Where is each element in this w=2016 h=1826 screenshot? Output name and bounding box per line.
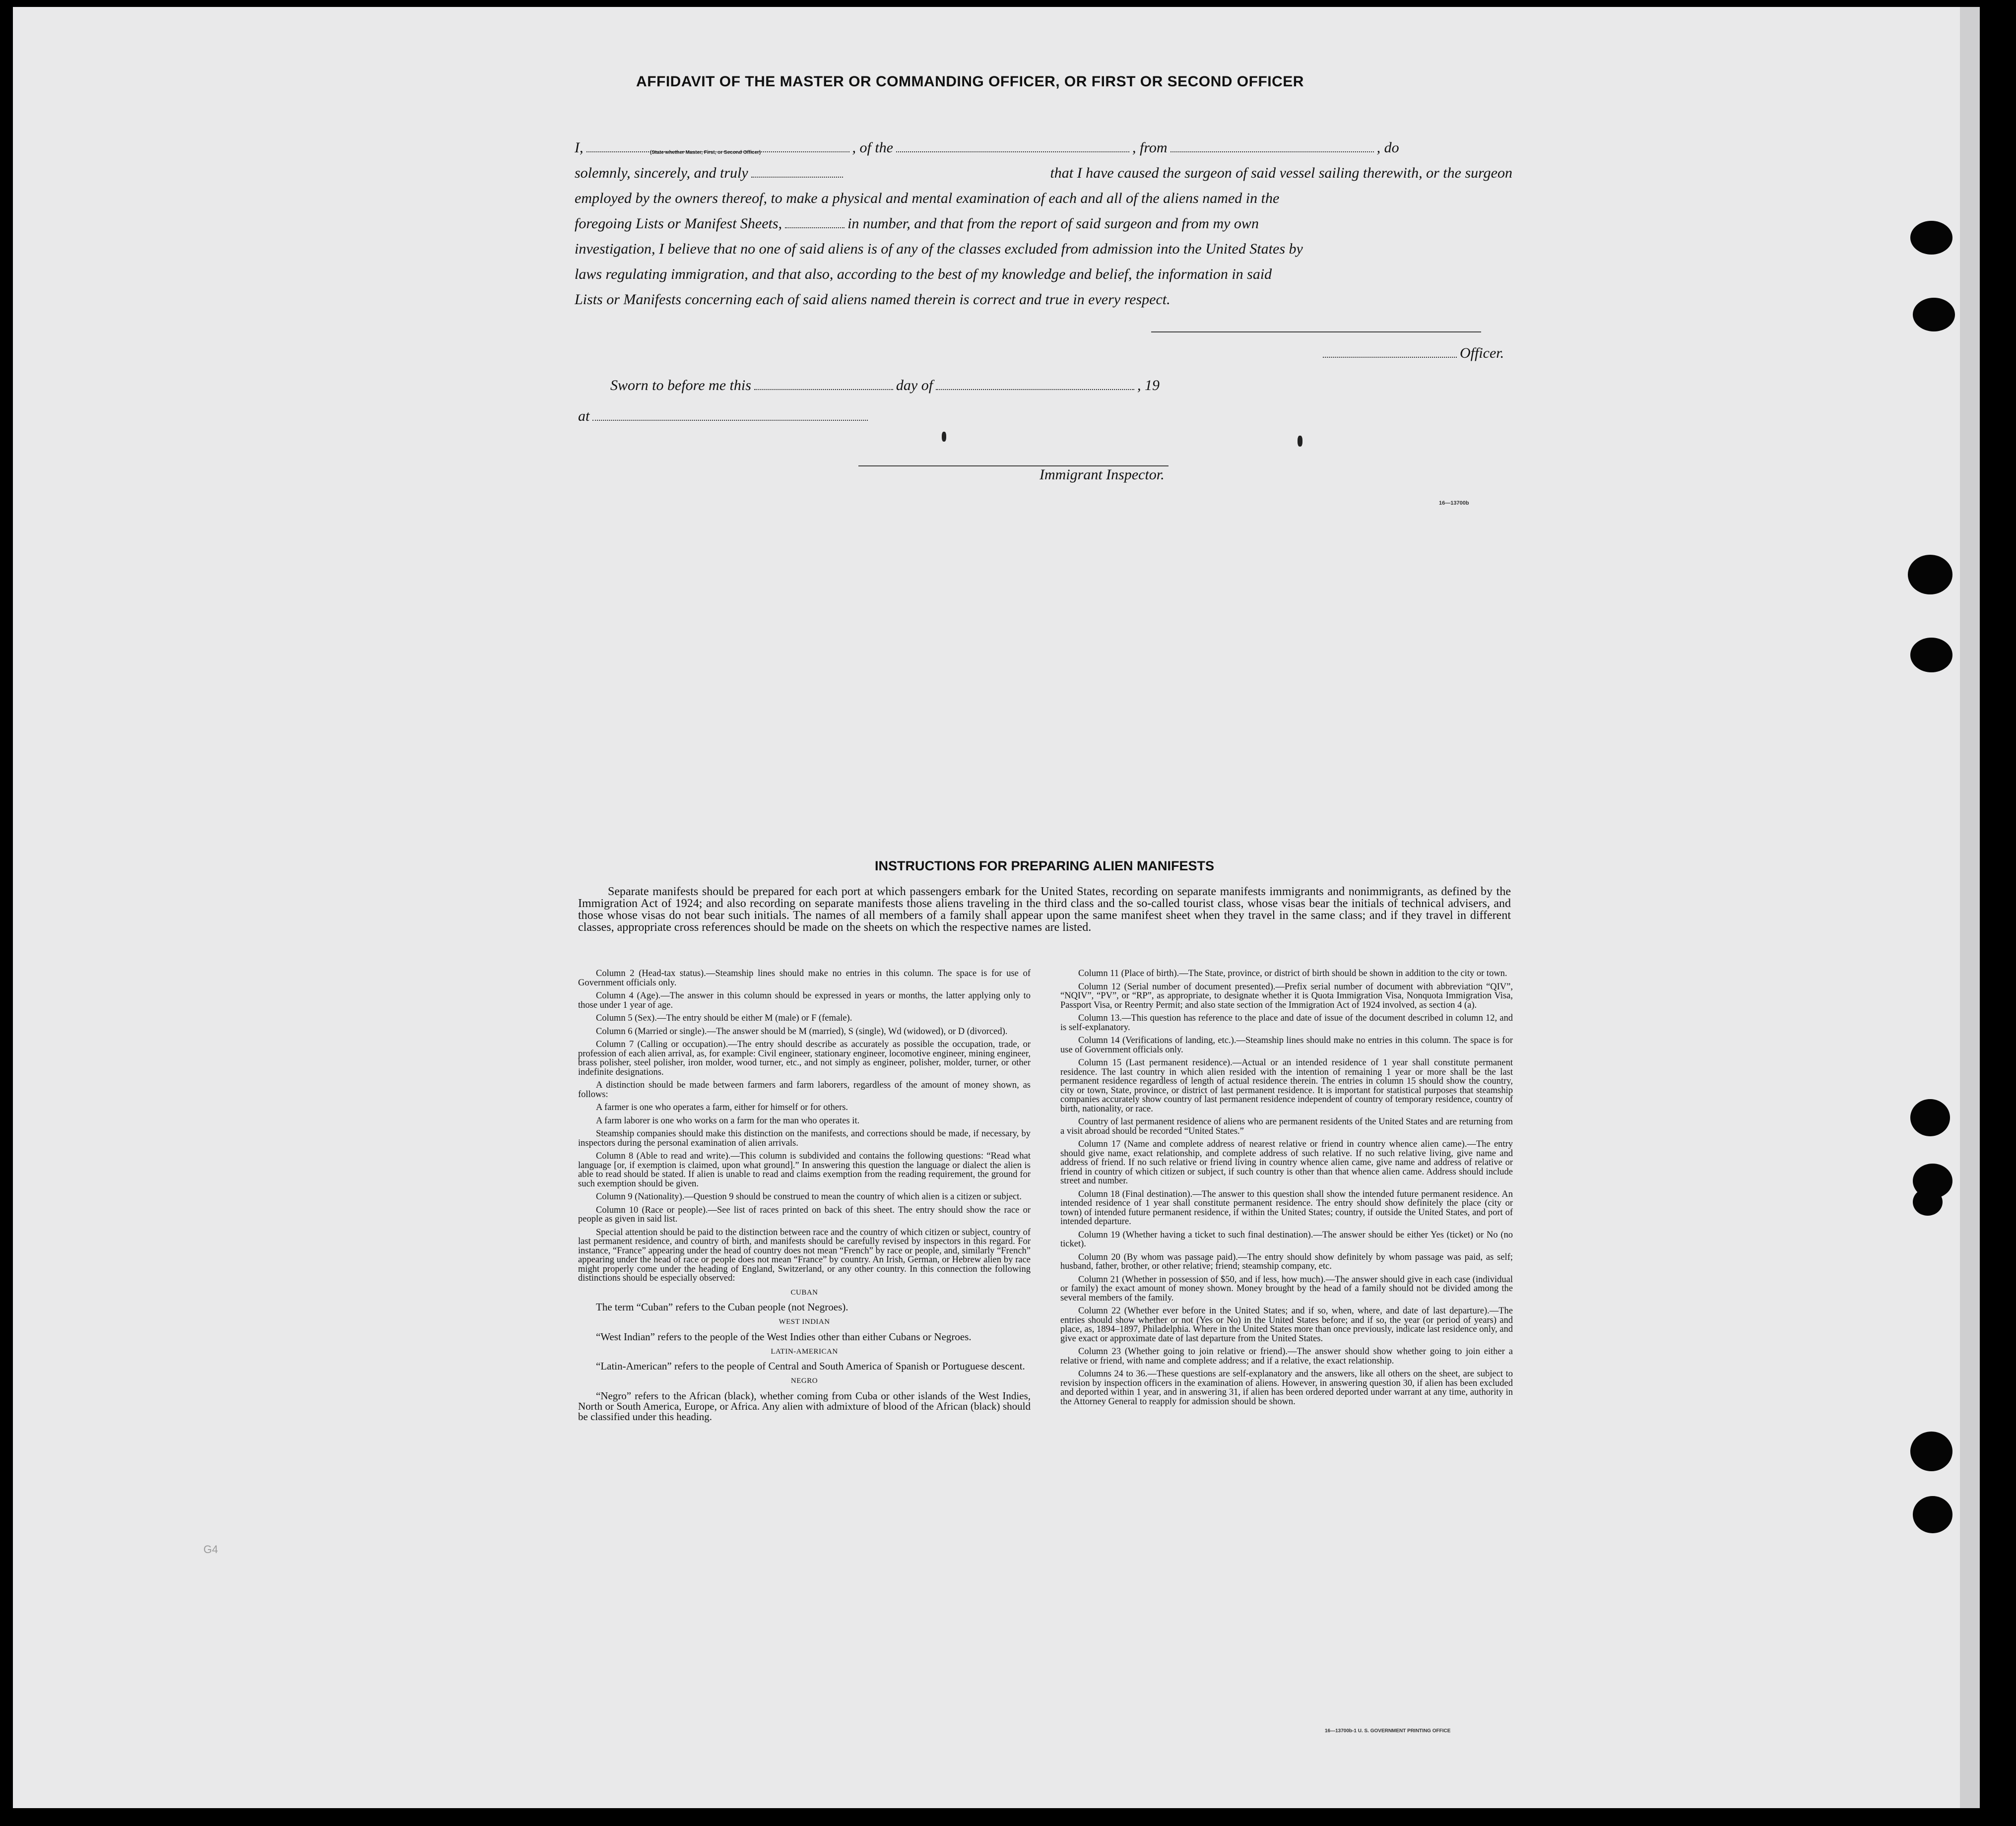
- instruction-column-19: Column 19 (Whether having a ticket to such final destination).—The answer should be either Yes (ticket) or No (no ticket).: [1060, 1230, 1513, 1249]
- sworn-label: Sworn to before me this: [610, 377, 751, 393]
- oath-line: [751, 176, 843, 178]
- vessel-line: [896, 151, 1129, 152]
- instruction-column-6: Column 6 (Married or single).—The answer should be M (married), S (single), Wd (widowed), or D (divorced).: [596, 1026, 1008, 1037]
- instruction-column-8: Column 8 (Able to read and write).—This column is subdivided and contains the following questions: “Read what language [or, if exemption is claimed, upon what ground].” In answering this question the language or dialect the alien is able to read should be stated. If alien is unable to read and claims exemption from the reading requirement, the ground for such exemption should be given.: [578, 1151, 1031, 1189]
- affidavit-solemnly: solemnly, sincerely, and truly: [575, 165, 748, 181]
- ink-mark: [1298, 436, 1302, 447]
- officer-signature: [1320, 345, 1504, 362]
- instruction-column-17: Column 17 (Name and complete address of nearest relative or friend in country whence alien came).—The entry should give name, exact relationship, and complete address of such relative. If no such relative living, give name and address of friend. If no such relative or friend living in country whence alien came, give name and address of relative or friend in country of which citizen or subject, if such country is other than that whence alien came. Address should include street and number.: [1060, 1139, 1513, 1186]
- instruction-column-12: Column 12 (Serial number of document presented).—Prefix serial number of document with abbreviation “QIV”, “NQIV”, “PV”, or “RP”, as appropriate, to designate whether it is Quota Immigration Visa, Nonquota Immigration Visa, Passport Visa, or Reentry Permit; and also state section of the Immigration Act of 1924 involved, as section 4 (a).: [1060, 981, 1513, 1010]
- instruction-farmer: A farmer is one who operates a farm, either for himself or for others.: [596, 1103, 848, 1112]
- cuban-heading: CUBAN: [790, 1288, 818, 1297]
- instruction-column-15: Column 15 (Last permanent residence).—Actual or an intended residence of 1 year shall constitute permanent residence. The last country in which alien resided with the intention of remaining 1 year or more shall be the last permanent residence regardless of length of actual residence therein. The entries in column 15 should show the country, city or town, State, province, or district of last permanent residence. It is important for statistical purposes that steamship companies accurately show country of last permanent residence independent of country of temporary residence, country of birth, nationality, or race.: [1060, 1058, 1513, 1114]
- affidavit-body: [575, 135, 1512, 312]
- instructions-left-column: [578, 969, 1031, 1426]
- negro-definition: “Negro” refers to the African (black), whether coming from Cuba or other islands of the West Indies, North or South America, Europe, or Africa. Any alien with admixture of blood of the African (black) should be classified under this heading.: [578, 1389, 1031, 1423]
- instruction-column-18: Column 18 (Final destination).—The answer to this question shall show the intended future permanent residence. An intended residence of 1 year shall constitute permanent residence. The entry should show definitely the place (city or town) of intended future permanent residence, if within the United States; country, if outside the United States, and port of intended departure.: [1060, 1189, 1513, 1227]
- at-line: [578, 408, 871, 425]
- instruction-column-10: Column 10 (Race or people).—See list of races printed on back of this sheet. The entry should show the race or people as given in said list.: [578, 1205, 1031, 1224]
- year-label: , 19: [1137, 377, 1160, 393]
- instruction-column-22: Column 22 (Whether ever before in the United States; and if so, when, where, and date of last departure).—The entries should show whether or not (Yes or No) in the United States before; and if so, the year (or period of years) and place, as, 1894–1897, Philadelphia. Where in the United States more than once previously, indicate last residence only, and give exact or approximate date of last departure from the United States.: [1060, 1306, 1513, 1344]
- west-indian-definition: “West Indian” refers to the people of the West Indies other than either Cubans or Negroes.: [596, 1330, 972, 1343]
- port-line: [1171, 151, 1374, 152]
- west-indian-heading: WEST INDIAN: [779, 1318, 830, 1326]
- affidavit-line-2: that I have caused the surgeon of said vessel sailing therewith, or the surgeon: [1050, 165, 1512, 181]
- negro-heading: NEGRO: [790, 1377, 818, 1385]
- instruction-column-21: Column 21 (Whether in possession of $50, and if less, how much).—The answer should give in each case (individual or family) the exact amount of money shown. Money brought by the head of a family should not be divided among the several members of the family.: [1060, 1274, 1513, 1303]
- binder-hole: [1913, 1496, 1952, 1533]
- instruction-special-attention: Special attention should be paid to the distinction between race and the country of which citizen or subject, country of last permanent residence, and country of birth, and manifests should be carefully revised by inspectors in this regard. For instance, “France” appearing under the head of country does not mean “French” by race or people, and, similarly “French” appearing under the head of race or people does not mean “France” by country. An Irish, German, or Hebrew alien by race might properly come under the heading of England, Switzerland, or any other country. In this connection the following distinctions should be especially observed:: [578, 1227, 1031, 1283]
- binder-hole: [1910, 638, 1952, 672]
- page-edge: [1960, 7, 1980, 1808]
- ink-mark: [942, 432, 946, 442]
- binder-hole: [1908, 555, 1952, 594]
- day-of-label: day of: [896, 377, 933, 393]
- sheet-count-line: [785, 227, 845, 228]
- instruction-column-20: Column 20 (By whom was passage paid).—The entry should show definitely by whom passage was paid, as self; husband, father, brother, or other relative; friend; steamship company, etc.: [1060, 1252, 1513, 1271]
- affidavit-from: , from: [1132, 139, 1168, 156]
- instruction-column-11: Column 11 (Place of birth).—The State, province, or district of birth should be shown in addition to the city or town.: [1078, 969, 1507, 978]
- affidavit-i: I,: [575, 139, 584, 156]
- affidavit-line-5: investigation, I believe that no one of said aliens is of any of the classes excluded from admission into the United States by: [575, 241, 1303, 257]
- affidavit-line-7: Lists or Manifests concerning each of said aliens named therein is correct and true in every respect.: [575, 291, 1171, 308]
- officer-signature-line: [1151, 331, 1481, 332]
- inspector-label: Immigrant Inspector.: [1040, 466, 1165, 483]
- binder-hole: [1910, 1432, 1952, 1471]
- instruction-steamship-companies: Steamship companies should make this distinction on the manifests, and corrections should be made, if necessary, by inspectors during the personal examination of alien arrivals.: [578, 1129, 1031, 1148]
- instruction-column-2: Column 2 (Head-tax status).—Steamship lines should make no entries in this column. The space is for use of Government officials only.: [578, 969, 1031, 988]
- officer-label: Officer.: [1460, 345, 1504, 361]
- latin-american-heading: LATIN-AMERICAN: [771, 1347, 838, 1356]
- instruction-column-9: Column 9 (Nationality).—Question 9 should be construed to mean the country of which alien is a citizen or subject.: [596, 1192, 1022, 1202]
- affidavit-title: AFFIDAVIT OF THE MASTER OR COMMANDING OFFICER, OR FIRST OR SECOND OFFICER: [636, 73, 1304, 90]
- sworn-day-line: [754, 389, 893, 390]
- rank-caption: (State whether Master, First, or Second Officer): [650, 150, 761, 155]
- pencil-mark: G4: [203, 1543, 218, 1556]
- instruction-column-13: Column 13.—This question has reference to the place and date of issue of the document described in column 12, and is self-explanatory.: [1060, 1013, 1513, 1033]
- affidavit-line-4: in number, and that from the report of said surgeon and from my own: [847, 215, 1259, 232]
- instruction-column-5: Column 5 (Sex).—The entry should be either M (male) or F (female).: [596, 1013, 852, 1023]
- cuban-definition: The term “Cuban” refers to the Cuban people (not Negroes).: [596, 1301, 848, 1313]
- at-label: at: [578, 408, 590, 424]
- affidavit-do: , do: [1376, 139, 1399, 156]
- binder-hole: [1910, 1099, 1950, 1136]
- latin-american-definition: “Latin-American” refers to the people of Central and South America of Spanish or Portuguese descent.: [596, 1360, 1025, 1372]
- instructions-right-column: [1060, 969, 1513, 1410]
- sworn-line: [610, 377, 1160, 394]
- instruction-columns-24-36: Columns 24 to 36.—These questions are self-explanatory and the answers, like all others on the sheet, are subject to revision by inspection officers in the examination of aliens. However, in answering question 30, if alien has been excluded and deported within 1 year, and in answering 31, if alien has been ordered deported under warrant at any time, authority in the Attorney General to reapply for admission should be shown.: [1060, 1369, 1513, 1407]
- binder-hole: [1913, 1188, 1943, 1216]
- instruction-column-23: Column 23 (Whether going to join relative or friend).—The answer should show whether going to join either a relative or friend, with name and complete address; and if a relative, the exact relationship.: [1060, 1347, 1513, 1366]
- instructions-title: INSTRUCTIONS FOR PREPARING ALIEN MANIFESTS: [874, 858, 1215, 873]
- instruction-country-residence: Country of last permanent residence of aliens who are permanent residents of the United States and are returning from a visit abroad should be recorded “United States.”: [1060, 1117, 1513, 1136]
- instruction-column-4: Column 4 (Age).—The answer in this column should be expressed in years or months, the latter applying only to those under 1 year of age.: [578, 991, 1031, 1010]
- affidavit-line-3: employed by the owners thereof, to make a physical and mental examination of each and all of the aliens named in the: [575, 190, 1280, 206]
- form-number: 16—13700b: [1439, 500, 1469, 506]
- sworn-month-line: [936, 389, 1134, 390]
- instruction-column-7: Column 7 (Calling or occupation).—The entry should describe as accurately as possible the occupation, trade, or profession of each alien arrival, as, for example: Civil engineer, stationary engineer, locomotive engineer, mining engineer, brass polisher, steel polisher, iron molder, wood turner, etc., and not simply as engineer, polisher, molder, turner, or other indefinite designations.: [578, 1040, 1031, 1077]
- instruction-farmer-distinction: A distinction should be made between farmers and farm laborers, regardless of the amount of money shown, as follows:: [578, 1080, 1031, 1100]
- place-line: [592, 419, 868, 421]
- instruction-column-14: Column 14 (Verifications of landing, etc.).—Steamship lines should make no entries in this column. The space is for use of Government officials only.: [1060, 1036, 1513, 1055]
- officer-title-line: [1323, 356, 1457, 358]
- instructions-intro: Separate manifests should be prepared for each port at which passengers embark for the United States, recording on separate manifests immigrants and nonimmigrants, as defined by the Immigration Act of 1924; and also recording on separate manifests those aliens traveling in the third class and the so-called tourist class, whose visas bear the initials of technical advisers, and those whose visas do not bear such initials. The names of all members of a family shall appear upon the same manifest sheet when they travel in the same class; and if they travel in different classes, appropriate cross references should be made on the sheets on which the respective names are listed.: [578, 885, 1511, 934]
- affidavit-line-6: laws regulating immigration, and that also, according to the best of my knowledge and belief, the information in said: [575, 266, 1272, 282]
- affidavit-of-the: , of the: [852, 139, 893, 156]
- binder-hole: [1910, 221, 1952, 255]
- printing-office-footer: 16—13700b-1 U. S. GOVERNMENT PRINTING OFFICE: [1325, 1728, 1451, 1734]
- affidavit-foregoing: foregoing Lists or Manifest Sheets,: [575, 215, 782, 232]
- instruction-farm-laborer: A farm laborer is one who works on a farm for the man who operates it.: [596, 1115, 860, 1126]
- binder-hole: [1913, 298, 1955, 331]
